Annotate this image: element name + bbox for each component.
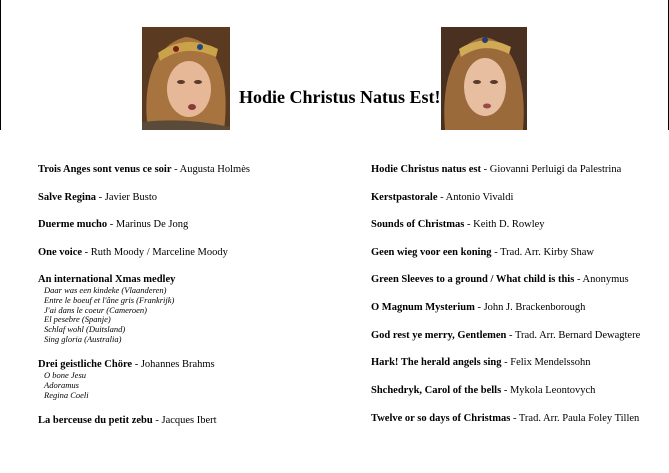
program-item: Kerstpastorale - Antonio Vivaldi xyxy=(371,192,514,203)
program-item: Sounds of Christmas - Keith D. Rowley xyxy=(371,219,545,230)
composer: Antonio Vivaldi xyxy=(445,192,514,203)
program-item: Green Sleeves to a ground / What child is this - Anonymus xyxy=(371,274,629,285)
composer: John J. Brackenborough xyxy=(483,302,586,313)
sub-item: El pesebre (Spanje) xyxy=(44,314,111,325)
sub-item: Adoramus xyxy=(44,379,79,390)
piece-title: Hark! The herald angels sing xyxy=(371,357,502,368)
piece-title: Duerme mucho xyxy=(38,219,108,230)
program-item: Duerme mucho - Marinus De Jong xyxy=(38,219,189,230)
composer: Javier Busto xyxy=(104,192,157,203)
piece-title: O Magnum Mysterium xyxy=(371,302,475,313)
sub-item: O bone Jesu xyxy=(44,370,87,380)
piece-title: Twelve or so days of Christmas xyxy=(371,413,511,424)
composer: Marinus De Jong xyxy=(115,219,189,230)
angel-portrait-left xyxy=(142,27,230,130)
piece-title: Salve Regina xyxy=(38,192,97,203)
composer: Giovanni Perluigi da Palestrina xyxy=(489,164,622,175)
piece-title: Drei geistliche Chöre xyxy=(38,359,133,370)
program-item xyxy=(38,273,175,345)
composer: Johannes Brahms xyxy=(140,359,215,370)
piece-title: Geen wieg voor een koning xyxy=(371,247,492,258)
composer: Ruth Moody / Marceline Moody xyxy=(90,247,228,258)
program-item: Twelve or so days of Christmas - Trad. Arr. Paula Foley Tillen xyxy=(371,413,640,424)
piece-title: Trois Anges sont venus ce soir xyxy=(38,164,172,175)
program-item: One voice - Ruth Moody / Marceline Moody xyxy=(38,247,228,258)
page-title: Hodie Christus Natus Est! xyxy=(239,87,441,107)
piece-title: Kerstpastorale xyxy=(371,192,438,203)
composer: Jacques Ibert xyxy=(161,415,217,426)
composer: Trad. Arr. Paula Foley Tillen xyxy=(518,413,640,424)
piece-title: Green Sleeves to a ground / What child is this xyxy=(371,274,575,285)
composer: Felix Mendelssohn xyxy=(510,357,591,368)
composer: Anonymus xyxy=(582,274,629,285)
piece-title: An international Xmas medley xyxy=(38,274,176,285)
composer: Trad. Arr. Bernard Dewagtere xyxy=(514,330,641,341)
sub-item: Entre le boeuf et l'âne gris (Frankrijk) xyxy=(44,294,175,305)
composer: Trad. Arr. Kirby Shaw xyxy=(500,247,594,258)
piece-title: Hodie Christus natus est xyxy=(371,164,481,175)
program-item: Hodie Christus natus est - Giovanni Perluigi da Palestrina xyxy=(371,164,622,175)
program-item: Salve Regina - Javier Busto xyxy=(38,192,157,203)
program-item: Hark! The herald angels sing - Felix Mendelssohn xyxy=(371,357,591,368)
sub-item: J'ai dans le coeur (Cameroen) xyxy=(44,304,148,315)
program-item: O Magnum Mysterium - John J. Brackenborough xyxy=(371,302,586,313)
sub-item: Schlaf wohl (Duitsland) xyxy=(44,324,126,335)
piece-title: Sounds of Christmas xyxy=(371,219,465,230)
composer: Mykola Leontovych xyxy=(509,385,596,396)
composer: Augusta Holmès xyxy=(179,164,250,175)
program-item: Geen wieg voor een koning - Trad. Arr. Kirby Shaw xyxy=(371,247,594,258)
piece-title: One voice xyxy=(38,247,83,258)
sub-item: Regina Coeli xyxy=(44,389,89,400)
angel-portrait-right xyxy=(441,27,527,130)
piece-title: God rest ye merry, Gentlemen xyxy=(371,330,507,341)
program-item: Shchedryk, Carol of the bells - Mykola Leontovych xyxy=(371,385,596,396)
sub-item: Sing gloria (Australia) xyxy=(44,333,122,344)
program-item: God rest ye merry, Gentlemen - Trad. Arr. Bernard Dewagtere xyxy=(371,330,641,341)
program-item: Trois Anges sont venus ce soir - Augusta Holmès xyxy=(38,164,250,175)
top-left-border xyxy=(0,0,1,130)
composer: Keith D. Rowley xyxy=(473,219,545,230)
piece-title: Shchedryk, Carol of the bells xyxy=(371,385,502,396)
program-item: Drei geistliche Chöre - Johannes Brahms O bone Jesu Adoramus Regina Coeli xyxy=(38,359,215,400)
piece-title: La berceuse du petit zebu xyxy=(38,415,153,426)
sub-item: Daar was een kindeke (Vlaanderen) xyxy=(44,285,167,295)
program-item: La berceuse du petit zebu - Jacques Ibert xyxy=(38,415,217,426)
